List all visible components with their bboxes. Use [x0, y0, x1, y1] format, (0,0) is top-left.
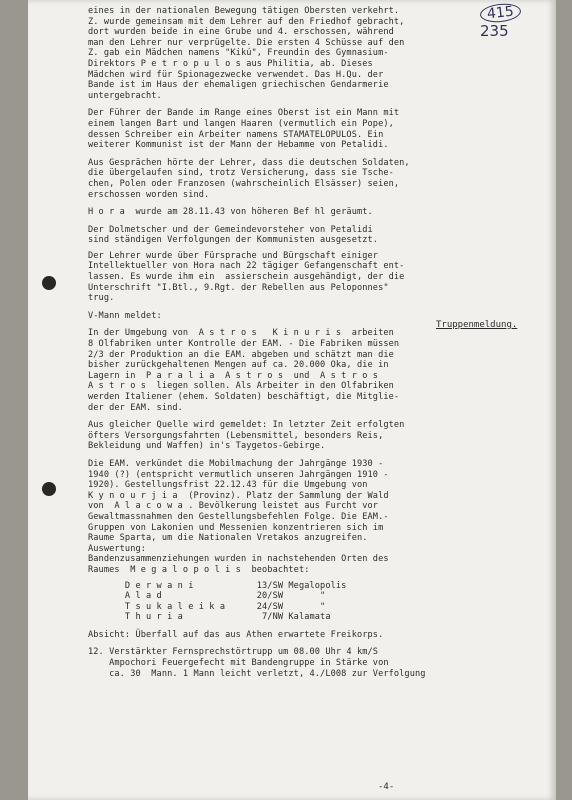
text-line: Die EAM. verkündet die Mobilmachung der Jahrgänge 1930 -	[88, 458, 384, 469]
text-line: erschossen worden sind.	[88, 189, 210, 200]
text-line: Der Dolmetscher und der Gemeindevorsteher von Petalidi	[88, 224, 373, 235]
text-line: Bekleidung und Waffen) in's Taygetos-Gebirge.	[88, 441, 326, 452]
text-line: Bande ist im Haus der ehemaligen griechischen Gendarmerie	[88, 80, 389, 91]
text-line: eines in der nationalen Bewegung tätigen Obersten verkehrt.	[88, 6, 400, 16]
text-line: untergebracht.	[88, 90, 162, 101]
text-line: Aus Gesprächen hörte der Lehrer, dass die deutschen Soldaten,	[88, 157, 410, 168]
punch-hole	[42, 276, 56, 290]
text-line: chen, Polen oder Franzosen (wahrscheinlich Elsässer) seien,	[88, 178, 400, 189]
text-line: ca. 30 Mann. 1 Mann leicht verletzt, 4./L008 zur Verfolgung	[88, 668, 426, 679]
text-line: Gruppen von Lakonien und Messenien konzentrieren sich im	[88, 522, 384, 533]
text-line: 12. Verstärkter Fernsprechstörtrupp um 08.00 Uhr 4 km/S	[88, 647, 379, 658]
text-line: H o r a wurde am 28.11.43 von höheren Bef hl geräumt.	[88, 207, 373, 218]
location-row: T h u r i a 7/NW Kalamata	[88, 612, 331, 623]
text-line: In der Umgebung von A s t r o s K i n u r i s arbeiten	[88, 328, 394, 339]
text-line: Z. wurde gemeinsam mit dem Lehrer auf den Friedhof gebracht,	[88, 16, 405, 27]
text-line: sind ständigen Verfolgungen der Kommunisten ausgesetzt.	[88, 235, 379, 246]
text-line: dort wurden beide in eine Grube und 4. erschossen, während	[88, 27, 394, 38]
document-text	[88, 6, 556, 679]
folio-number: 235	[480, 22, 509, 40]
folio-circled-number: 415	[479, 2, 521, 24]
text-line: die übergelaufen sind, trotz Versicherung, dass sie Tsche-	[88, 168, 394, 179]
text-line: man den Lehrer nur verprügelte. Die ersten 4 Schüsse auf den	[88, 37, 405, 48]
location-row: A l a d 20/SW "	[88, 591, 326, 602]
page-number: -4-	[378, 782, 395, 792]
location-row: D e r w a n i 13/SW Megalopolis	[88, 580, 347, 591]
text-line: Raume Sparta, um die Nationalen Vretakos anzugreifen.	[88, 533, 368, 544]
text-line: Aus gleicher Quelle wird gemeldet: In letzter Zeit erfolgten	[88, 420, 405, 431]
text-line: Z. gab ein Mädchen namens "Kikú", Freundin des Gymnasium-	[88, 48, 389, 59]
text-line: Intellektueller von Hora nach 22 tägiger Gefangenschaft ent-	[88, 261, 405, 272]
text-line: Bandenzusammenziehungen wurden in nachstehenden Orten des	[88, 554, 389, 565]
text-line: bisher zurückgehaltenen Mengen auf ca. 20.000 Oka, die in	[88, 360, 389, 371]
text-line: Raumes M e g a l o p o l i s beobachtet:	[88, 564, 310, 575]
text-line: dessen Schreiber ein Arbeiter namens STAMATELOPULOS. Ein	[88, 129, 384, 140]
document-page	[28, 0, 556, 800]
text-line: Ampochori Feuergefecht mit Bandengruppe in Stärke von	[88, 658, 389, 669]
text-line: 1920). Gestellungsfrist 22.12.43 für die Umgebung von	[88, 480, 368, 491]
text-line: weiterer Kommunist ist der Mann der Hebamme von Petalidi.	[88, 140, 389, 151]
text-line: Mädchen wird für Spionagezwecke verwendet. Das H.Qu. der	[88, 69, 384, 80]
text-line: 2/3 der Produktion an die EAM. abgeben und schätzt man die	[88, 349, 394, 360]
location-row: T s u k a l e i k a 24/SW "	[88, 601, 326, 612]
text-line: einem langen Bart und langen Haaren (vermutlich ein Pope),	[88, 118, 394, 129]
section-label: V-Mann meldet:	[88, 310, 162, 321]
text-line: 8 Olfabriken unter Kontrolle der EAM. - Die Fabriken müssen	[88, 339, 400, 350]
text-line: öfters Versorgungsfahrten (Lebensmittel, besonders Reis,	[88, 430, 384, 441]
text-line: Der Lehrer wurde über Fürsprache und Bürgschaft einiger	[88, 250, 379, 261]
text-line: Lagern in P a r a l i a A s t r o s und A s t r o s	[88, 370, 379, 381]
text-line: von A l a c o w a . Bevölkerung leistet aus Furcht vor	[88, 501, 379, 512]
text-line: Absicht: Überfall auf das aus Athen erwartete Freikorps.	[88, 629, 384, 640]
punch-hole	[42, 482, 56, 496]
text-line: K y n o u r j i a (Provinz). Platz der Sammlung der Wald	[88, 490, 389, 501]
text-line: Gewaltmassnahmen den Gestellungsbefehlen Folge. Die EAM.-	[88, 511, 389, 522]
text-line: Direktors P e t r o p u l o s aus Philitia, ab. Dieses	[88, 58, 373, 69]
section-label: Auswertung:	[88, 543, 147, 554]
text-line: trug.	[88, 293, 115, 304]
text-line: 1940 (?) (entspricht vermutlich unseren Jahrgängen 1910 -	[88, 469, 389, 480]
text-line: der der EAM. sind.	[88, 402, 183, 413]
text-line: lassen. Es wurde ihm ein assierschein ausgehändigt, der die	[88, 272, 405, 283]
section-heading: Truppenmeldung.	[436, 320, 518, 330]
text-line: Unterschrift "I.Btl., 9.Rgt. der Rebellen aus Peloponnes"	[88, 282, 389, 293]
text-line: A s t r o s liegen sollen. Als Arbeiter in den Olfabriken	[88, 381, 394, 392]
text-line: werden Italiener (ehem. Soldaten) beschäftigt, die Mitglie-	[88, 392, 400, 402]
text-line: Der Führer der Bande im Range eines Oberst ist ein Mann mit	[88, 108, 400, 119]
